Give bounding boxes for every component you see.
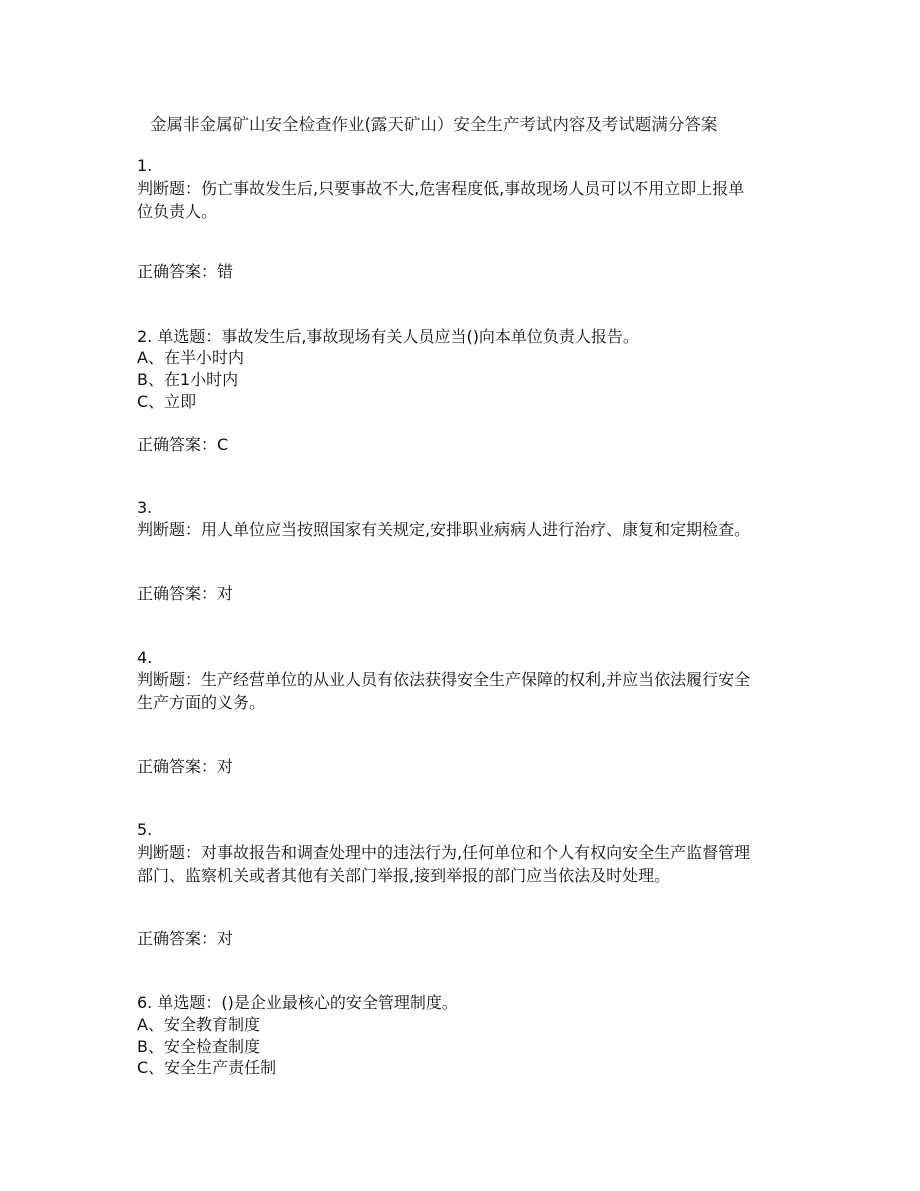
option-b: B、安全检查制度 xyxy=(137,1037,260,1056)
answer-value: 对 xyxy=(217,757,234,776)
option-a: A、在半小时内 xyxy=(137,348,244,367)
option-c: C、立即 xyxy=(137,392,197,411)
question-number: 2. xyxy=(137,327,153,346)
question-text xyxy=(137,992,458,1014)
question-number: 1. xyxy=(137,156,153,175)
answer xyxy=(137,434,228,456)
answer-label: 正确答案： xyxy=(137,584,218,603)
answer xyxy=(137,583,233,605)
answer xyxy=(137,261,233,283)
answer-value: 错 xyxy=(217,262,234,281)
question-text: 判断题：用人单位应当按照国家有关规定,安排职业病病人进行治疗、康复和定期检查。 xyxy=(137,520,751,539)
answer-value: C xyxy=(217,435,229,454)
option-b: B、在1小时内 xyxy=(137,370,239,389)
question-text: 部门、监察机关或者其他有关部门举报,接到举报的部门应当依法及时处理。 xyxy=(137,866,671,885)
question-stem: 单选题：()是企业最核心的安全管理制度。 xyxy=(157,993,458,1012)
answer-label: 正确答案： xyxy=(137,262,218,281)
answer-label: 正确答案： xyxy=(137,929,218,948)
question-number: 6. xyxy=(137,993,153,1012)
question-number: 4. xyxy=(137,648,153,667)
question-text: 生产方面的义务。 xyxy=(137,693,266,712)
question-text: 判断题：生产经营单位的从业人员有依法获得安全生产保障的权利,并应当依法履行安全 xyxy=(137,670,751,689)
question-text xyxy=(137,326,639,348)
answer-label: 正确答案： xyxy=(137,757,218,776)
option-c: C、安全生产责任制 xyxy=(137,1058,277,1077)
answer xyxy=(137,928,233,950)
question-text: 判断题：对事故报告和调查处理中的违法行为,任何单位和个人有权向安全生产监督管理 xyxy=(137,843,751,862)
answer xyxy=(137,756,233,778)
answer-value: 对 xyxy=(217,584,234,603)
question-text: 判断题：伤亡事故发生后,只要事故不大,危害程度低,事故现场人员可以不用立即上报单 xyxy=(137,179,745,198)
document-title: 金属非金属矿山安全检查作业(露天矿山）安全生产考试内容及考试题满分答案 xyxy=(150,115,718,134)
option-a: A、安全教育制度 xyxy=(137,1015,260,1034)
answer-value: 对 xyxy=(217,929,234,948)
question-number: 5. xyxy=(137,820,153,839)
answer-label: 正确答案： xyxy=(137,435,218,454)
question-text: 位负责人。 xyxy=(137,202,218,221)
question-number: 3. xyxy=(137,498,153,517)
question-stem: 单选题：事故发生后,事故现场有关人员应当()向本单位负责人报告。 xyxy=(157,327,639,346)
